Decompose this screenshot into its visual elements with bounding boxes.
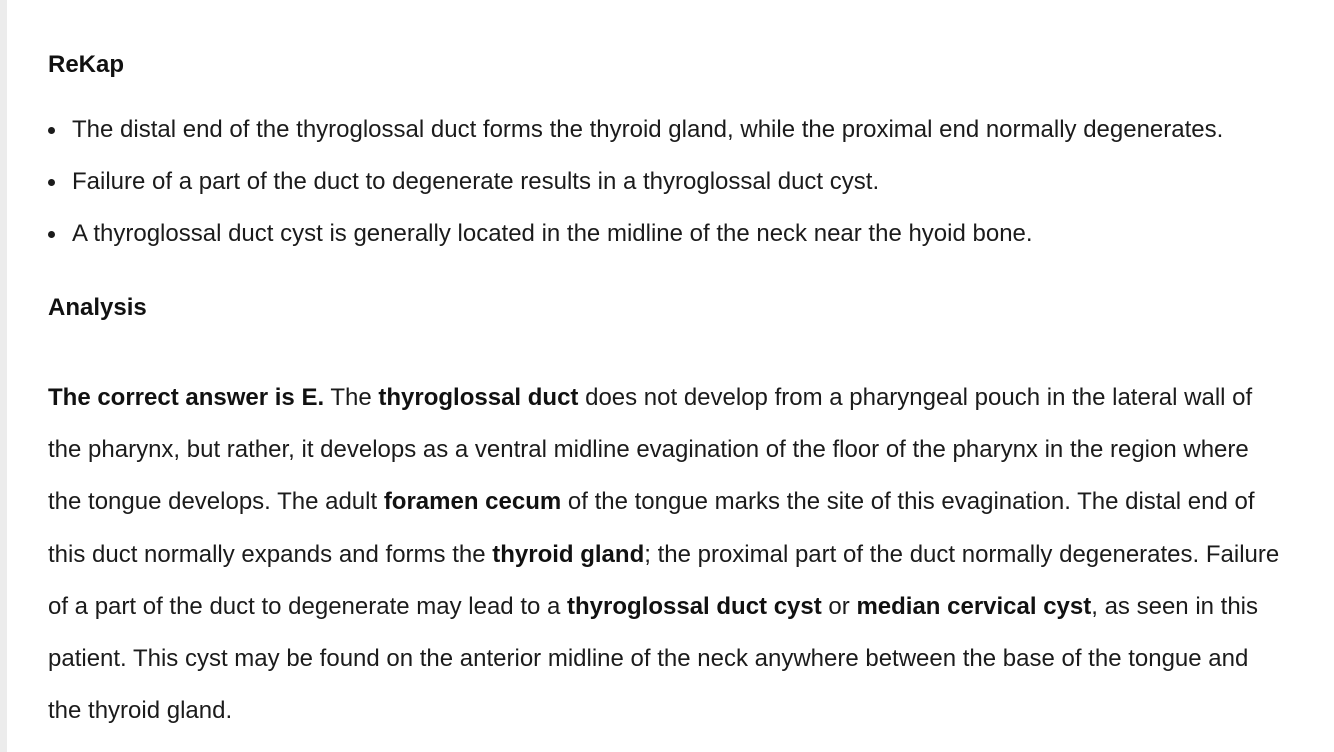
analysis-paragraph	[48, 372, 1288, 737]
text-segment: does not develop from a pharyngeal pouch in the lateral wall of the pharynx, but rather, it develops as a ventral midline evagination of the floor of the pharynx in the region where the tongue develops. The adult	[48, 384, 1253, 516]
text-segment: ; the proximal part of the duct normally degenerates. Failure of a part of the duct to degenerate may lead to a	[48, 540, 1280, 620]
text-segment: of the tongue marks the site of this evagination. The distal end of this duct normally expands and forms the	[48, 488, 1255, 568]
bullet-icon	[48, 179, 55, 186]
answer-statement: The correct answer is E.	[48, 384, 325, 411]
rekap-list	[48, 115, 1334, 271]
list-item-text: A thyroglossal duct cyst is generally located in the midline of the neck near the hyoid bone.	[72, 220, 1033, 247]
bullet-icon	[48, 231, 55, 238]
analysis-heading: Analysis	[48, 294, 147, 321]
text-segment: or	[821, 592, 857, 620]
key-term: median cervical cyst	[856, 592, 1092, 620]
key-term: thyroid gland	[492, 540, 645, 568]
list-item-text: Failure of a part of the duct to degenerate results in a thyroglossal duct cyst.	[72, 168, 880, 195]
key-term: foramen cecum	[383, 488, 562, 516]
list-item	[48, 167, 1334, 197]
key-term: thyroglossal duct	[378, 384, 579, 411]
rekap-heading: ReKap	[48, 51, 125, 78]
list-item	[48, 115, 1334, 145]
key-term: thyroglossal duct cyst	[567, 592, 822, 620]
list-item	[48, 219, 1334, 249]
left-border	[0, 0, 7, 752]
text-segment: The	[324, 384, 379, 411]
bullet-icon	[48, 127, 55, 134]
list-item-text: The distal end of the thyroglossal duct forms the thyroid gland, while the proximal end normally degenerates.	[72, 116, 1224, 143]
text-segment: , as seen in this patient. This cyst may be found on the anterior midline of the neck anywhere between the base of the tongue and the thyroid gland.	[48, 592, 1259, 725]
